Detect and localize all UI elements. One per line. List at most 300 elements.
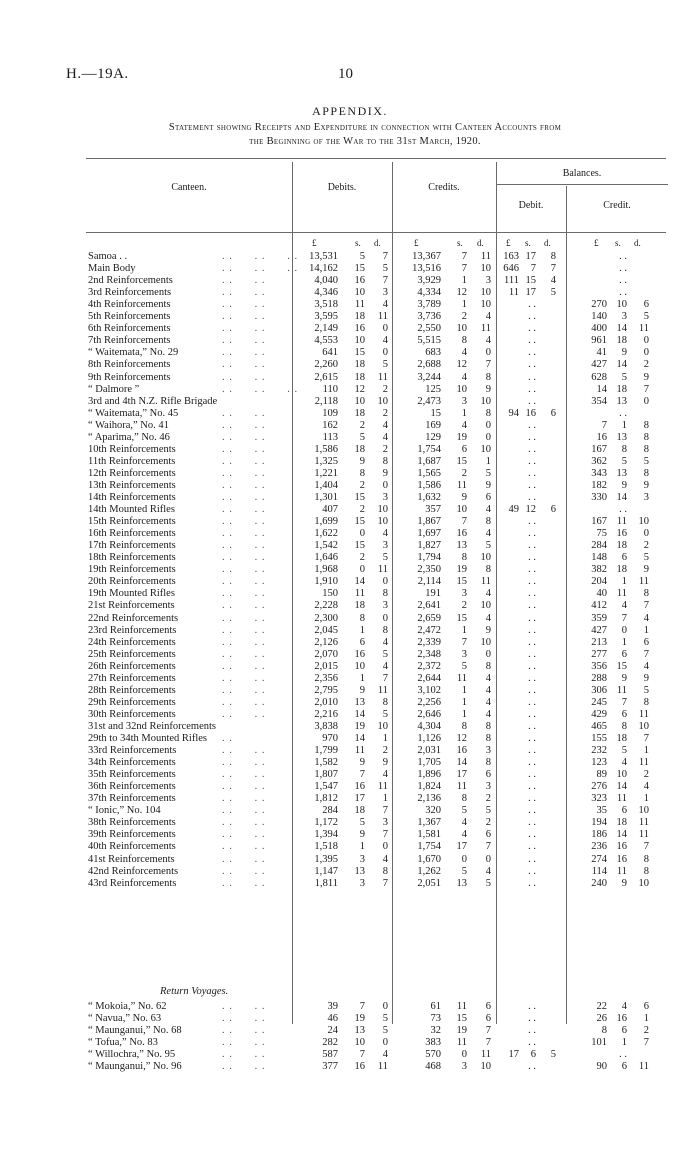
credit-pounds: 2,051 (417, 878, 441, 889)
balance-debit-shillings: . . (528, 576, 536, 587)
credit-shillings: 4 (461, 372, 467, 383)
balance-credit-shillings: 8 (621, 444, 627, 455)
balance-credit-pounds: 240 (591, 878, 607, 889)
credit-shillings: 6 (461, 444, 467, 455)
balance-credit-pounds: 359 (591, 613, 607, 624)
balance-debit-shillings: . . (528, 552, 536, 563)
canteen-name: 36th Reinforcements (88, 781, 176, 792)
debit-pence: 5 (382, 263, 388, 274)
balance-credit-pence: 0 (643, 528, 649, 539)
debit-shillings: 18 (354, 444, 365, 455)
canteen-name: 40th Reinforcements (88, 841, 176, 852)
credits-pounds-unit: £ (414, 238, 419, 248)
leader-dots: . . . . (222, 1013, 266, 1024)
credit-pounds: 2,114 (417, 576, 441, 587)
debit-pence: 7 (382, 673, 388, 684)
credit-shillings: 19 (456, 1025, 467, 1036)
debit-pounds: 2,070 (314, 649, 338, 660)
balance-credit-pounds: 429 (591, 709, 607, 720)
balance-credit-pence: 8 (643, 697, 649, 708)
balance-credit-pence: 8 (643, 432, 649, 443)
debit-shillings: 8 (359, 613, 365, 624)
table-row (0, 1037, 700, 1049)
debit-pence: 4 (382, 637, 388, 648)
balance-debit-shillings: . . (528, 1001, 536, 1012)
leader-dots: . . . . (222, 480, 266, 491)
leader-dots: . . . . (222, 878, 266, 889)
credit-pounds: 2,256 (417, 697, 441, 708)
credit-pounds: 357 (425, 504, 441, 515)
debit-shillings: 15 (354, 516, 365, 527)
credit-pounds: 191 (425, 588, 441, 599)
balance-credit-pounds: 270 (591, 299, 607, 310)
table-row (0, 576, 700, 588)
balance-credit-shillings: . . (619, 408, 627, 419)
debit-shillings: 18 (354, 372, 365, 383)
balance-credit-pence: 1 (643, 625, 649, 636)
debit-shillings: 18 (354, 805, 365, 816)
balance-credit-shillings: 6 (621, 1025, 627, 1036)
balance-credit-shillings: 9 (621, 480, 627, 491)
credit-shillings: 0 (461, 854, 467, 865)
debit-pence: 3 (382, 817, 388, 828)
leader-dots: . . . . (222, 1061, 266, 1072)
debit-shillings: 2 (359, 552, 365, 563)
credit-pence: 4 (485, 685, 491, 696)
canteen-name: “ Ionic,” No. 104 (88, 805, 161, 816)
debit-pence: 11 (377, 1061, 388, 1072)
credit-pence: 10 (480, 600, 491, 611)
debit-pounds: 2,118 (314, 396, 338, 407)
table-row (0, 805, 700, 817)
canteen-name: 33rd Reinforcements (88, 745, 177, 756)
table-row (0, 854, 700, 866)
balance-credit-shillings: 7 (621, 697, 627, 708)
credit-pence: 0 (485, 432, 491, 443)
credit-pence: 10 (480, 444, 491, 455)
balance-credit-shillings: 6 (621, 552, 627, 563)
debit-pence: 8 (382, 588, 388, 599)
balance-credit-shillings: 4 (621, 600, 627, 611)
table-row (0, 311, 700, 323)
credit-pence: 0 (485, 854, 491, 865)
debit-pounds: 3,838 (314, 721, 338, 732)
appendix-title: APPENDIX. (312, 104, 388, 118)
balance-debit-pence: 4 (550, 275, 556, 286)
canteen-name: “ Aparima,” No. 46 (88, 432, 170, 443)
credit-shillings: 3 (461, 649, 467, 660)
leader-dots: . . . . . . (222, 384, 299, 395)
table-row (0, 263, 700, 275)
credit-pounds: 2,472 (417, 625, 441, 636)
table-row (0, 841, 700, 853)
debit-pounds: 113 (322, 432, 338, 443)
credit-pence: 11 (480, 576, 491, 587)
credit-pounds: 320 (425, 805, 441, 816)
canteen-name: “ Mokoia,” No. 62 (88, 1001, 167, 1012)
balance-credit-pounds: 362 (591, 456, 607, 467)
leader-dots: . . . . (222, 769, 266, 780)
debit-shillings: 16 (354, 323, 365, 334)
balance-debit-shillings: . . (528, 709, 536, 720)
balance-credit-pence: 1 (643, 1013, 649, 1024)
table-row (0, 287, 700, 299)
debit-pounds: 2,228 (314, 600, 338, 611)
balance-credit-pounds: 40 (596, 588, 607, 599)
debit-shillings: 15 (354, 540, 365, 551)
leader-dots: . . . . (222, 1049, 266, 1060)
credit-pence: 7 (485, 359, 491, 370)
canteen-name: 41st Reinforcements (88, 854, 175, 865)
credit-shillings: 10 (456, 384, 467, 395)
balance-credit-shillings: 18 (616, 384, 627, 395)
credit-pence: 5 (485, 805, 491, 816)
balance-credit-pounds: 284 (591, 540, 607, 551)
canteen-name: 28th Reinforcements (88, 685, 176, 696)
table-row (0, 456, 700, 468)
balance-credit-pence: 10 (638, 721, 649, 732)
balance-credit-shillings: 15 (616, 661, 627, 672)
balance-debit-shillings: . . (528, 661, 536, 672)
canteen-name: “ Waitemata,” No. 29 (88, 347, 179, 358)
balance-credit-pence: 5 (643, 311, 649, 322)
canteen-name: 43rd Reinforcements (88, 878, 177, 889)
leader-dots: . . . . . . (222, 251, 299, 262)
debit-pounds: 14,162 (309, 263, 338, 274)
credit-pence: 4 (485, 697, 491, 708)
balance-debit-shillings: . . (528, 564, 536, 575)
credit-pounds: 2,339 (417, 637, 441, 648)
credit-shillings: 3 (461, 588, 467, 599)
debit-shillings: 0 (359, 564, 365, 575)
debit-shillings: 14 (354, 733, 365, 744)
credit-pence: 6 (485, 769, 491, 780)
balance-credit-pounds: 114 (591, 866, 607, 877)
leader-dots: . . . . (222, 287, 266, 298)
credit-pence: 8 (485, 757, 491, 768)
credit-shillings: 0 (461, 1049, 467, 1060)
balance-credit-shillings: 6 (621, 649, 627, 660)
balance-credit-shillings: 6 (621, 709, 627, 720)
balance-credit-shillings: 14 (616, 492, 627, 503)
balance-credit-pence: 9 (643, 564, 649, 575)
balance-credit-shillings: . . (619, 251, 627, 262)
bdebit-pence-unit: d. (544, 238, 551, 248)
credit-shillings: 1 (461, 299, 467, 310)
debit-pence: 5 (382, 359, 388, 370)
balance-credit-shillings: . . (619, 287, 627, 298)
balance-debit-shillings: . . (528, 432, 536, 443)
debit-pence: 3 (382, 287, 388, 298)
table-row (0, 480, 700, 492)
credit-pounds: 2,644 (417, 673, 441, 684)
debit-pounds: 4,346 (314, 287, 338, 298)
balance-debit-shillings: . . (528, 444, 536, 455)
debit-pounds: 1,404 (314, 480, 338, 491)
canteen-name: 39th Reinforcements (88, 829, 176, 840)
debit-pounds: 1,582 (314, 757, 338, 768)
balance-credit-pence: 2 (643, 359, 649, 370)
balance-credit-shillings: 3 (621, 311, 627, 322)
debit-shillings: 14 (354, 576, 365, 587)
debit-pence: 2 (382, 408, 388, 419)
credit-pounds: 2,688 (417, 359, 441, 370)
leader-dots: . . . . (222, 625, 266, 636)
debit-shillings: 2 (359, 504, 365, 515)
credit-shillings: 16 (456, 528, 467, 539)
credit-pence: 4 (485, 613, 491, 624)
statement-line-1: Statement showing Receipts and Expenditure in connection with Canteen Accounts from (168, 122, 562, 133)
credit-pence: 10 (480, 263, 491, 274)
debit-shillings: 10 (354, 335, 365, 346)
leader-dots: . . . . (222, 805, 266, 816)
debit-shillings: 10 (354, 396, 365, 407)
debit-pounds: 1,807 (314, 769, 338, 780)
balance-credit-shillings: 6 (621, 805, 627, 816)
balance-debit-shillings: . . (528, 817, 536, 828)
credit-pounds: 1,754 (417, 444, 441, 455)
debit-shillings: 18 (354, 311, 365, 322)
debit-pence: 8 (382, 625, 388, 636)
balance-credit-shillings: 6 (621, 1061, 627, 1072)
canteen-name: 23rd Reinforcements (88, 625, 177, 636)
balance-debit-shillings: . . (528, 1025, 536, 1036)
credit-shillings: 1 (461, 625, 467, 636)
balance-credit-shillings: 13 (616, 396, 627, 407)
balance-debit-shillings: . . (528, 721, 536, 732)
leader-dots: . . . . (222, 420, 266, 431)
debit-pence: 4 (382, 769, 388, 780)
col-credits: Credits. (428, 182, 460, 193)
debit-shillings: 3 (359, 878, 365, 889)
credit-pence: 6 (485, 829, 491, 840)
table-row (0, 408, 700, 420)
balance-credit-pence: 8 (643, 854, 649, 865)
table-row (0, 588, 700, 600)
canteen-name: “ Willochra,” No. 95 (88, 1049, 176, 1060)
debit-pounds: 1,968 (314, 564, 338, 575)
debit-pence: 9 (382, 468, 388, 479)
canteen-name: 15th Reinforcements (88, 516, 176, 527)
credit-shillings: 15 (456, 1013, 467, 1024)
table-row (0, 817, 700, 829)
debit-pence: 7 (382, 275, 388, 286)
credit-shillings: 11 (456, 480, 467, 491)
balance-credit-shillings: 14 (616, 829, 627, 840)
canteen-name: 5th Reinforcements (88, 311, 171, 322)
debit-pounds: 110 (322, 384, 338, 395)
debit-shillings: 19 (354, 1013, 365, 1024)
debit-shillings: 19 (354, 721, 365, 732)
canteen-name: 38th Reinforcements (88, 817, 176, 828)
balance-credit-pence: 8 (643, 420, 649, 431)
debit-pence: 7 (382, 251, 388, 262)
balance-debit-shillings: . . (528, 384, 536, 395)
debit-pounds: 2,615 (314, 372, 338, 383)
credit-shillings: 4 (461, 347, 467, 358)
balance-credit-shillings: . . (619, 275, 627, 286)
canteen-name: 11th Reinforcements (88, 456, 176, 467)
canteen-name: “ Tofua,” No. 83 (88, 1037, 158, 1048)
credit-pounds: 61 (430, 1001, 441, 1012)
debit-shillings: 6 (359, 637, 365, 648)
table-row (0, 299, 700, 311)
credit-shillings: 9 (461, 492, 467, 503)
debit-shillings: 7 (359, 769, 365, 780)
debits-shillings-unit: s. (355, 238, 361, 248)
credit-shillings: 5 (461, 866, 467, 877)
credit-pence: 7 (485, 1037, 491, 1048)
debit-shillings: 3 (359, 854, 365, 865)
balance-credit-pounds: 90 (596, 1061, 607, 1072)
balance-credit-shillings: 8 (621, 721, 627, 732)
debit-pence: 8 (382, 456, 388, 467)
balance-credit-pence: 7 (643, 384, 649, 395)
debit-pence: 4 (382, 299, 388, 310)
credit-shillings: 8 (461, 793, 467, 804)
table-row (0, 1001, 700, 1013)
debit-shillings: 16 (354, 1061, 365, 1072)
credit-shillings: 15 (456, 576, 467, 587)
table-row (0, 866, 700, 878)
balance-credit-pence: 0 (643, 347, 649, 358)
balance-credit-pounds: 75 (596, 528, 607, 539)
debit-pounds: 2,126 (314, 637, 338, 648)
debit-pence: 9 (382, 757, 388, 768)
balance-credit-pounds: 961 (591, 335, 607, 346)
bcredit-pounds-unit: £ (594, 238, 599, 248)
credit-shillings: 2 (461, 311, 467, 322)
credit-pounds: 73 (430, 1013, 441, 1024)
canteen-name: 7th Reinforcements (88, 335, 171, 346)
debit-pence: 11 (377, 372, 388, 383)
balance-credit-pounds: 26 (596, 1013, 607, 1024)
credits-shillings-unit: s. (457, 238, 463, 248)
credit-pounds: 1,754 (417, 841, 441, 852)
balance-debit-shillings: . . (528, 456, 536, 467)
leader-dots: . . . . (222, 311, 266, 322)
leader-dots: . . . . (222, 757, 266, 768)
debit-shillings: 9 (359, 685, 365, 696)
balance-credit-shillings: 0 (621, 625, 627, 636)
credit-pounds: 1,126 (417, 733, 441, 744)
balance-credit-pence: 10 (638, 805, 649, 816)
canteen-name: 35th Reinforcements (88, 769, 176, 780)
debit-pence: 8 (382, 866, 388, 877)
leader-dots: . . . . (222, 781, 266, 792)
balance-credit-pounds: 306 (591, 685, 607, 696)
credit-pence: 9 (485, 480, 491, 491)
statement-line-2: the Beginning of the War to the 31st March, 1920. (249, 136, 481, 147)
credit-pence: 9 (485, 384, 491, 395)
debit-shillings: 1 (359, 625, 365, 636)
balance-credit-pence: 9 (643, 673, 649, 684)
debit-pounds: 1,646 (314, 552, 338, 563)
debit-pence: 10 (377, 721, 388, 732)
credit-pounds: 1,367 (417, 817, 441, 828)
balance-credit-pence: 4 (643, 661, 649, 672)
balance-credit-pounds: 194 (591, 817, 607, 828)
debit-pounds: 150 (322, 588, 338, 599)
credit-shillings: 13 (456, 878, 467, 889)
canteen-name: 17th Reinforcements (88, 540, 176, 551)
debit-pounds: 2,795 (314, 685, 338, 696)
balance-credit-pounds: 245 (591, 697, 607, 708)
credit-pounds: 683 (425, 347, 441, 358)
credit-shillings: 8 (461, 552, 467, 563)
debit-pounds: 1,586 (314, 444, 338, 455)
credit-shillings: 19 (456, 564, 467, 575)
leader-dots: . . . . (222, 673, 266, 684)
credit-pence: 5 (485, 468, 491, 479)
balance-debit-shillings: 12 (525, 504, 536, 515)
debit-pence: 5 (382, 649, 388, 660)
credit-shillings: 8 (461, 721, 467, 732)
debit-pounds: 1,547 (314, 781, 338, 792)
canteen-name: 12th Reinforcements (88, 468, 176, 479)
balance-debit-shillings: 17 (525, 287, 536, 298)
canteen-name: Main Body (88, 263, 136, 274)
debit-shillings: 13 (354, 866, 365, 877)
leader-dots: . . . . (222, 637, 266, 648)
credit-shillings: 3 (461, 1061, 467, 1072)
canteen-name: 13th Reinforcements (88, 480, 176, 491)
credit-pence: 8 (485, 721, 491, 732)
debit-shillings: 15 (354, 263, 365, 274)
credit-pence: 6 (485, 1001, 491, 1012)
credit-pounds: 1,262 (417, 866, 441, 877)
debit-pence: 4 (382, 432, 388, 443)
balance-credit-pence: 11 (638, 576, 649, 587)
credit-pounds: 1,565 (417, 468, 441, 479)
table-row (0, 613, 700, 625)
balance-credit-pounds: 213 (591, 637, 607, 648)
balance-debit-shillings: . . (528, 420, 536, 431)
balance-debit-shillings: . . (528, 673, 536, 684)
document-reference: H.—19A. (66, 66, 129, 82)
credit-pence: 3 (485, 275, 491, 286)
credit-pence: 11 (480, 1049, 491, 1060)
debit-pence: 2 (382, 745, 388, 756)
credit-pounds: 1,697 (417, 528, 441, 539)
balance-debit-pounds: 11 (508, 287, 519, 298)
debit-pounds: 1,394 (314, 829, 338, 840)
balance-credit-pounds: 330 (591, 492, 607, 503)
balance-credit-shillings: 16 (616, 841, 627, 852)
balance-credit-shillings: 14 (616, 781, 627, 792)
bdebit-shillings-unit: s. (525, 238, 531, 248)
table-row (0, 444, 700, 456)
credit-pounds: 1,824 (417, 781, 441, 792)
balance-credit-pounds: 35 (596, 805, 607, 816)
balance-debit-shillings: 16 (525, 408, 536, 419)
debit-pounds: 1,325 (314, 456, 338, 467)
debit-shillings: 16 (354, 275, 365, 286)
credit-pence: 6 (485, 492, 491, 503)
canteen-name: 14th Reinforcements (88, 492, 176, 503)
debit-pounds: 284 (322, 805, 338, 816)
canteen-name: “ Waitemata,” No. 45 (88, 408, 179, 419)
debit-pence: 0 (382, 1037, 388, 1048)
debit-pounds: 2,356 (314, 673, 338, 684)
credit-shillings: 15 (456, 456, 467, 467)
debit-pence: 10 (377, 504, 388, 515)
balance-credit-shillings: . . (619, 504, 627, 515)
credit-pence: 3 (485, 745, 491, 756)
debit-pounds: 1,699 (314, 516, 338, 527)
balance-debit-shillings: . . (528, 1037, 536, 1048)
balance-credit-pounds: 182 (591, 480, 607, 491)
